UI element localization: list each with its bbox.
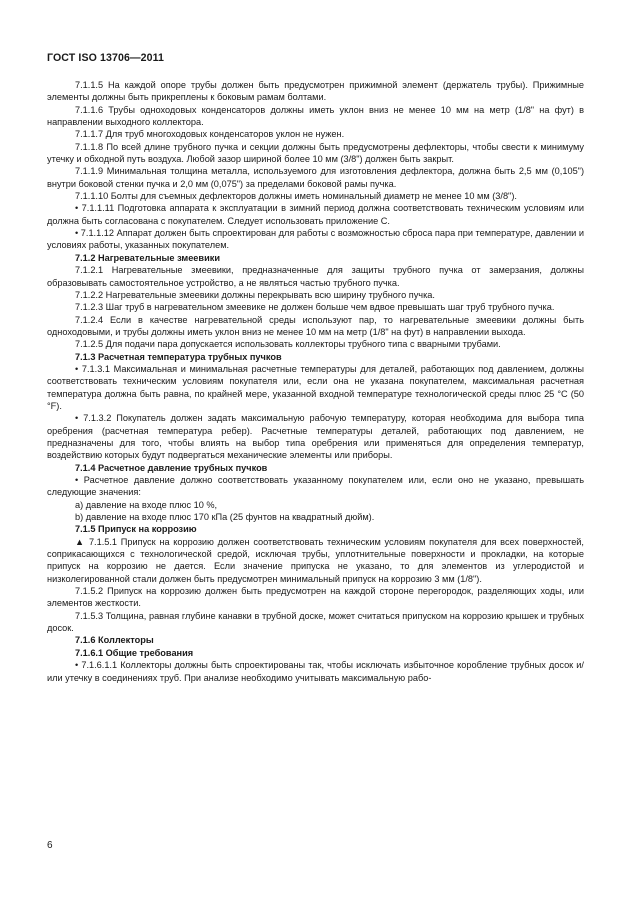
section-heading: 7.1.6 Коллекторы (75, 635, 154, 646)
paragraph: 7.1.5.3 Толщина, равная глубине канавки в трубной доске, может считаться припуском на коррозию крышек и трубных досок. (47, 610, 584, 634)
paragraph: 7.1.2.3 Шаг труб в нагревательном змеевике не должен больше чем вдвое превышать шаг труб трубного пучка. (75, 302, 555, 313)
document-header: ГОСТ ISO 13706—2011 (47, 52, 165, 64)
paragraph: 7.1.2.2 Нагревательные змеевики должны перекрывать всю ширину трубного пучка. (75, 289, 435, 300)
paragraph: 7.1.2.4 Если в качестве нагревательной среды используют пар, то нагревательные змеевики должны быть одноходовыми, и трубы должны иметь уклон вниз не менее 10 мм на метр (1/8" на фут) в направлении выхода. (47, 314, 584, 337)
list-item: b) давление на входе плюс 170 кПа (25 фунтов на квадратный дюйм). (75, 512, 375, 523)
section-heading: 7.1.2 Нагревательные змеевики (75, 252, 220, 263)
paragraph: • 7.1.1.11 Подготовка аппарата к эксплуатации в зимний период должна соответствовать техническим условиям или должна быть согласована с покупателем. Следует использовать приложение С. (47, 203, 584, 226)
paragraph: 7.1.1.6 Трубы одноходовых конденсаторов должны иметь уклон вниз не менее 10 мм на метр (1/8" на фут) в направлении выходного коллектора. (47, 104, 584, 128)
paragraph: • 7.1.1.12 Аппарат должен быть спроектирован для работы с возможностью сброса пара при температуре, давлении и условиях работы, указанных покупателем. (47, 228, 584, 251)
page-number: 6 (47, 840, 53, 851)
paragraph: • Расчетное давление должно соответствовать указанному покупателем или, если оно не указано, превышать следующие значения: (47, 475, 584, 498)
paragraph: • 7.1.3.1 Максимальная и минимальная расчетные температуры для деталей, работающих под давлением, должны соответствовать техническим условиям покупателя или, если она не указана покупателем, максимальная расчетная температура должна быть равна, по крайней мере, указанной входной температуре технологической среды плюс 25 °С (50 °F). (47, 363, 584, 411)
paragraph: ▲ 7.1.5.1 Припуск на коррозию должен соответствовать техническим условиям покупателя для всех поверхностей, соприкасающихся с технологической средой, исключая трубы, уплотнительные поверхности и прокладки, на которые припуск на коррозию не дается. Если значение припуска не указано, то для элементов из углеродистой и низколегированной стали должен быть предусмотрен минимальный припуск на коррозию 3 мм (1/8"). (47, 536, 584, 584)
paragraph: 7.1.5.2 Припуск на коррозию должен быть предусмотрен на каждой стороне перегородок, разделяющих ходы, или элементов жесткости. (47, 586, 584, 609)
paragraph: 7.1.1.5 На каждой опоре трубы должен быть предусмотрен прижимной элемент (держатель трубы). Прижимные элементы должны быть прикреплены к боковым рамам болтами. (47, 80, 584, 103)
section-heading: 7.1.4 Расчетное давление трубных пучков (75, 462, 268, 473)
paragraph: 7.1.1.10 Болты для съемных дефлекторов должны иметь номинальный диаметр не менее 10 мм (3/8"). (75, 191, 517, 202)
paragraph: • 7.1.3.2 Покупатель должен задать максимальную рабочую температуру, которая необходима для выбора типа оребрения (расчетная температура ребер). Расчетные температуры деталей, работающих под давлением, не предназначены для того, чтобы влиять на выбор типа оребрения или применяться для определения температур, воздействию которых будут подвергаться механические элементы или приборы. (47, 413, 584, 461)
paragraph: • 7.1.6.1.1 Коллекторы должны быть спроектированы так, чтобы исключать избыточное коробление трубных досок и/или утечку в соединениях труб. При анализе необходимо учитывать максимальную рабо- (47, 660, 584, 683)
section-heading: 7.1.3 Расчетная температура трубных пучков (75, 351, 282, 362)
section-heading: 7.1.5 Припуск на коррозию (75, 524, 197, 535)
paragraph: 7.1.1.9 Минимальная толщина металла, используемого для изготовления дефлектора, должна быть 2,5 мм (0,105") внутри боковой стенки пучка и 2,0 мм (0,075") за пределами боковой рамы пучка. (47, 166, 584, 189)
list-item: a) давление на входе плюс 10 %, (75, 499, 218, 510)
paragraph: 7.1.2.5 Для подачи пара допускается использовать коллекторы трубного типа с вварными трубами. (75, 339, 501, 350)
section-heading: 7.1.6.1 Общие требования (75, 647, 194, 658)
paragraph: 7.1.2.1 Нагревательные змеевики, предназначенные для защиты трубного пучка от замерзания, должны образовывать самостоятельное устройство, а не являться частью трубного пучка. (47, 265, 584, 288)
paragraph: 7.1.1.7 Для труб многоходовых конденсаторов уклон не нужен. (75, 129, 345, 140)
document-body (47, 79, 584, 684)
paragraph: 7.1.1.8 По всей длине трубного пучка и секции должны быть предусмотрены дефлекторы, чтобы свести к минимуму утечку и обходной путь воздуха. Любой зазор шириной более 10 мм (3/8") должен быть закрыт. (47, 141, 584, 165)
